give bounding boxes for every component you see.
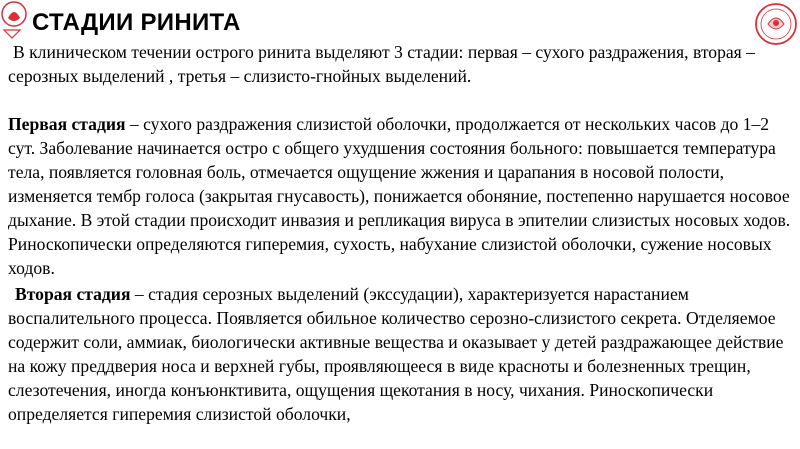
document-body bbox=[8, 40, 794, 426]
page-title: СТАДИИ РИНИТА bbox=[32, 9, 241, 36]
stage1-text: – сухого раздражения слизистой оболочки, продолжается от нескольких часов до 1–2 сут. Заболевание начинается остро с общего ухудшения состояния больного: повышается температура тела, появляется головная боль, отмечается ощущение жжения и царапания в носовой полости, изменяется тембр голоса (закрытая гнусавость), понижается обоняние, постепенно нарушается носовое дыхание. В этой стадии происходит инвазия и репликация вируса в эпителии слизистых носовых ходов. Риноскопически определяются гиперемия, сухость, набухание слизистой оболочки, сужение носовых ходов. bbox=[8, 114, 791, 278]
stage1-paragraph bbox=[8, 112, 794, 280]
stage2-text: – стадия серозных выделений (экссудации), характеризуется нарастанием воспалительного процесса. Появляется обильное количество серозно-слизистого секрета. Отделяемое содержит соли, аммиак, биологически активные вещества и оказывает у детей раздражающее действие на кожу преддверия носа и верхней губы, проявляющееся в виде красноты и болезненных трещин, слезотечения, иногда конъюнктивита, ощущения щекотания в носу, чихания. Риноскопически определяется гиперемия слизистой оболочки, bbox=[8, 284, 784, 424]
intro-paragraph: В клиническом течении острого ринита выделяют 3 стадии: первая – сухого раздражения, вторая – серозных выделений , третья – слизисто-гнойных выделений. bbox=[8, 42, 755, 86]
stage2-paragraph bbox=[8, 282, 794, 426]
stage2-heading: Вторая стадия bbox=[15, 284, 131, 304]
stage1-heading: Первая стадия bbox=[8, 114, 126, 134]
